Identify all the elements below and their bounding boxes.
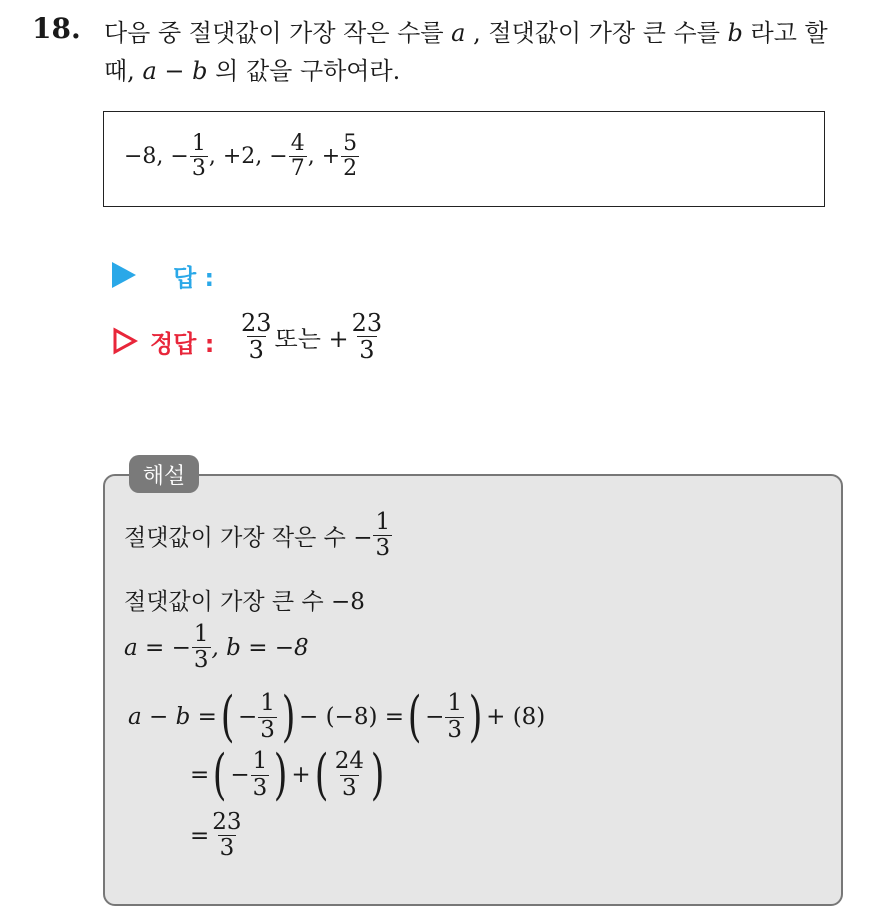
solution-line-3 (124, 622, 309, 674)
answer-label: 답 : (173, 264, 215, 292)
fraction (333, 749, 366, 801)
minus-sign: − (425, 704, 445, 730)
expression: a − b (142, 57, 208, 85)
given-numbers-box (103, 111, 825, 207)
denominator: 3 (248, 336, 264, 365)
left-paren: ( (407, 685, 422, 748)
fraction (190, 132, 208, 181)
denominator: 3 (260, 716, 275, 743)
solution-text: a = − (124, 634, 191, 661)
solution-line-5 (190, 743, 388, 806)
question-number: 18. (32, 12, 81, 45)
denominator: 3 (359, 336, 375, 365)
fraction (350, 310, 385, 364)
numerator: 23 (241, 309, 272, 337)
question-text-part: , 절댓값이 가장 큰 수를 (465, 19, 728, 47)
right-paren: ) (273, 743, 288, 806)
right-paren: ) (370, 743, 385, 806)
numerator: 23 (212, 809, 242, 835)
denominator: 2 (343, 156, 358, 182)
fraction (210, 810, 243, 862)
question-text-part: 때, (104, 57, 143, 85)
denominator: 3 (219, 835, 235, 862)
solution-text: + (8) (486, 704, 546, 730)
denominator: 3 (375, 535, 391, 562)
denominator: 3 (193, 647, 209, 674)
fraction (251, 749, 270, 801)
minus-sign: − (238, 704, 258, 730)
given-text: −8, − (124, 144, 189, 170)
solution-line-4 (128, 685, 546, 748)
solution-line-2: 절댓값이 가장 큰 수 −8 (124, 589, 365, 615)
left-paren: ( (314, 743, 329, 806)
equals-sign: = (190, 762, 210, 788)
question-text-part: 라고 할 (742, 19, 828, 47)
given-text: , +2, − (208, 144, 288, 170)
fraction (445, 691, 464, 743)
plus-sign: + (291, 762, 311, 788)
fraction (341, 132, 359, 181)
question-text (104, 14, 864, 90)
given-text: , + (307, 144, 341, 170)
fraction (373, 510, 392, 562)
outline-triangle-icon (112, 327, 138, 355)
left-paren: ( (212, 743, 227, 806)
given-numbers (124, 132, 360, 181)
equals-sign: = (190, 822, 210, 849)
right-paren: ) (468, 685, 483, 748)
numerator: 1 (193, 621, 209, 647)
numerator: 24 (334, 748, 364, 775)
fraction (192, 622, 211, 674)
numerator: 4 (290, 131, 305, 156)
denominator: 3 (191, 156, 206, 182)
right-paren: ) (281, 685, 296, 748)
variable-b: b (727, 19, 743, 47)
variable-a: a (451, 19, 466, 47)
numerator: 1 (375, 509, 391, 535)
left-paren: ( (220, 685, 235, 748)
solution-line-1 (124, 510, 393, 562)
fraction (258, 691, 277, 743)
denominator: 3 (447, 716, 463, 743)
solution-text: 절댓값이 가장 작은 수 − (124, 525, 373, 552)
filled-triangle-icon (112, 262, 136, 288)
key-answer-value (238, 310, 385, 364)
numerator: 5 (343, 131, 358, 156)
solution-text: a − b = (128, 704, 217, 730)
key-or-text: 또는 + (274, 325, 349, 354)
denominator: 3 (342, 774, 357, 801)
numerator: 1 (447, 690, 463, 717)
denominator: 7 (290, 156, 305, 182)
minus-sign: − (230, 762, 250, 788)
numerator: 1 (191, 131, 206, 156)
question-text-part: 의 값을 구하여라. (207, 57, 401, 85)
solution-text: , b = −8 (211, 634, 309, 661)
fraction (289, 132, 307, 181)
numerator: 1 (260, 690, 275, 717)
numerator: 23 (351, 309, 383, 337)
solution-tab: 해설 (129, 455, 199, 493)
solution-line-6 (190, 810, 245, 862)
question-text-part: 다음 중 절댓값이 가장 작은 수를 (104, 19, 452, 47)
fraction (239, 310, 274, 364)
numerator: 1 (252, 748, 268, 775)
solution-text: − (−8) = (299, 704, 405, 730)
key-answer-label: 정답 : (150, 330, 215, 358)
denominator: 3 (252, 774, 268, 801)
